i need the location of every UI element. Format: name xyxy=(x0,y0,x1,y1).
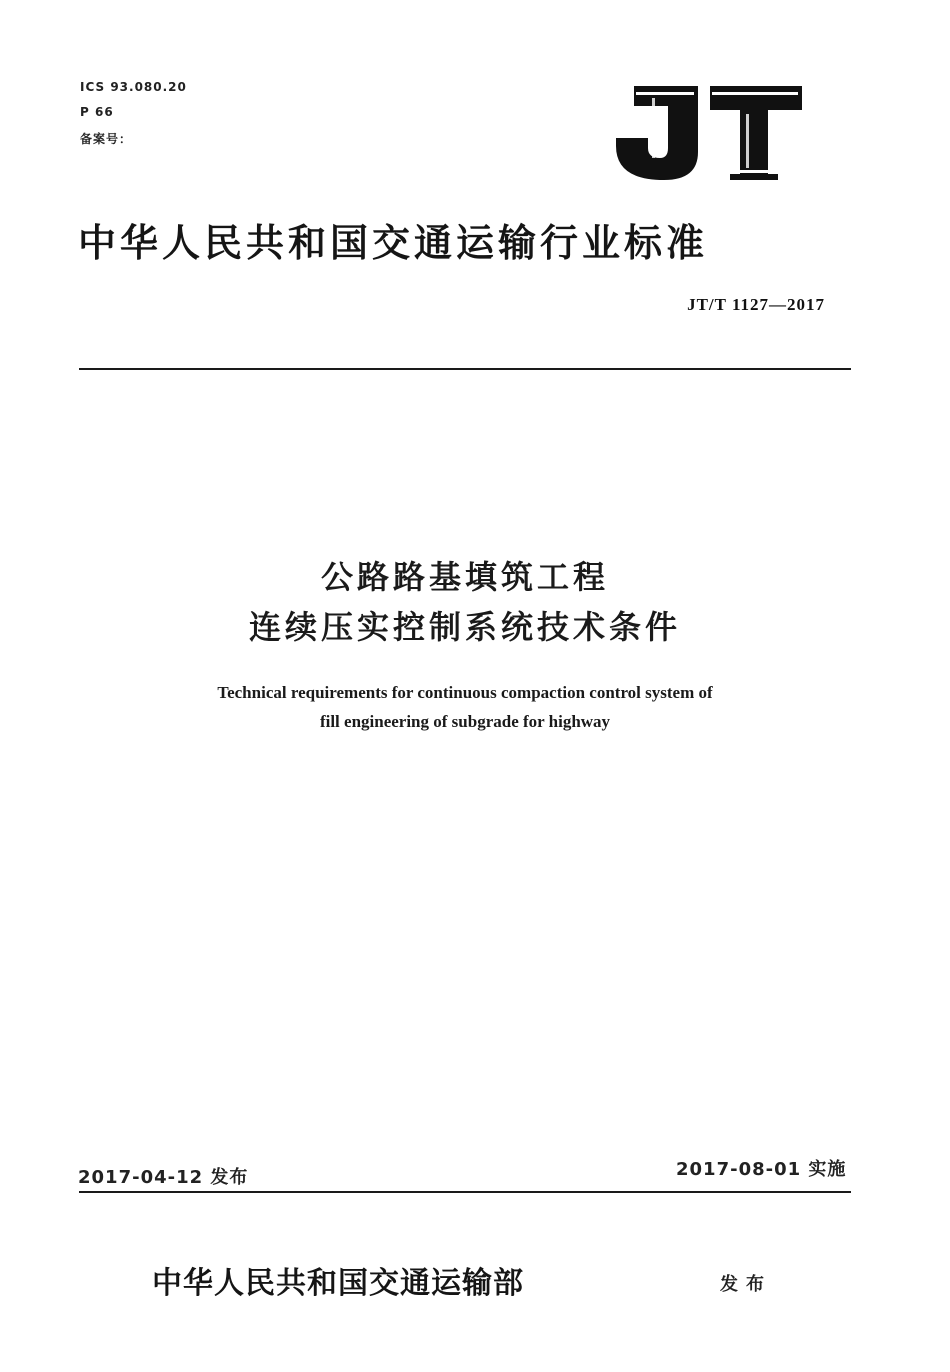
title-en-line1: Technical requirements for continuous compaction control system of xyxy=(217,683,713,702)
bottom-divider xyxy=(79,1191,851,1193)
footer-issuer: 中华人民共和国交通运输部 xyxy=(152,1266,524,1301)
issue-date: 2017-04-12 发布 xyxy=(78,1167,249,1188)
title-cn-line2: 连续压实控制系统技术条件 xyxy=(248,608,681,646)
jt-logo xyxy=(612,82,807,182)
top-divider xyxy=(79,368,851,370)
ics-code: ICS 93.080.20 xyxy=(80,80,187,94)
record-number: 备案号： xyxy=(80,132,133,146)
title-en-line2: fill engineering of subgrade for highway xyxy=(319,712,611,731)
classification-code: P 66 xyxy=(80,105,114,119)
issuer-title: 中华人民共和国交通运输行业标准 xyxy=(78,220,709,265)
standard-number: JT/T 1127—2017 xyxy=(687,295,825,314)
title-cn-line1: 公路路基填筑工程 xyxy=(320,558,609,596)
implementation-date: 2017-08-01 实施 xyxy=(676,1159,847,1180)
footer-action: 发布 xyxy=(720,1274,772,1295)
